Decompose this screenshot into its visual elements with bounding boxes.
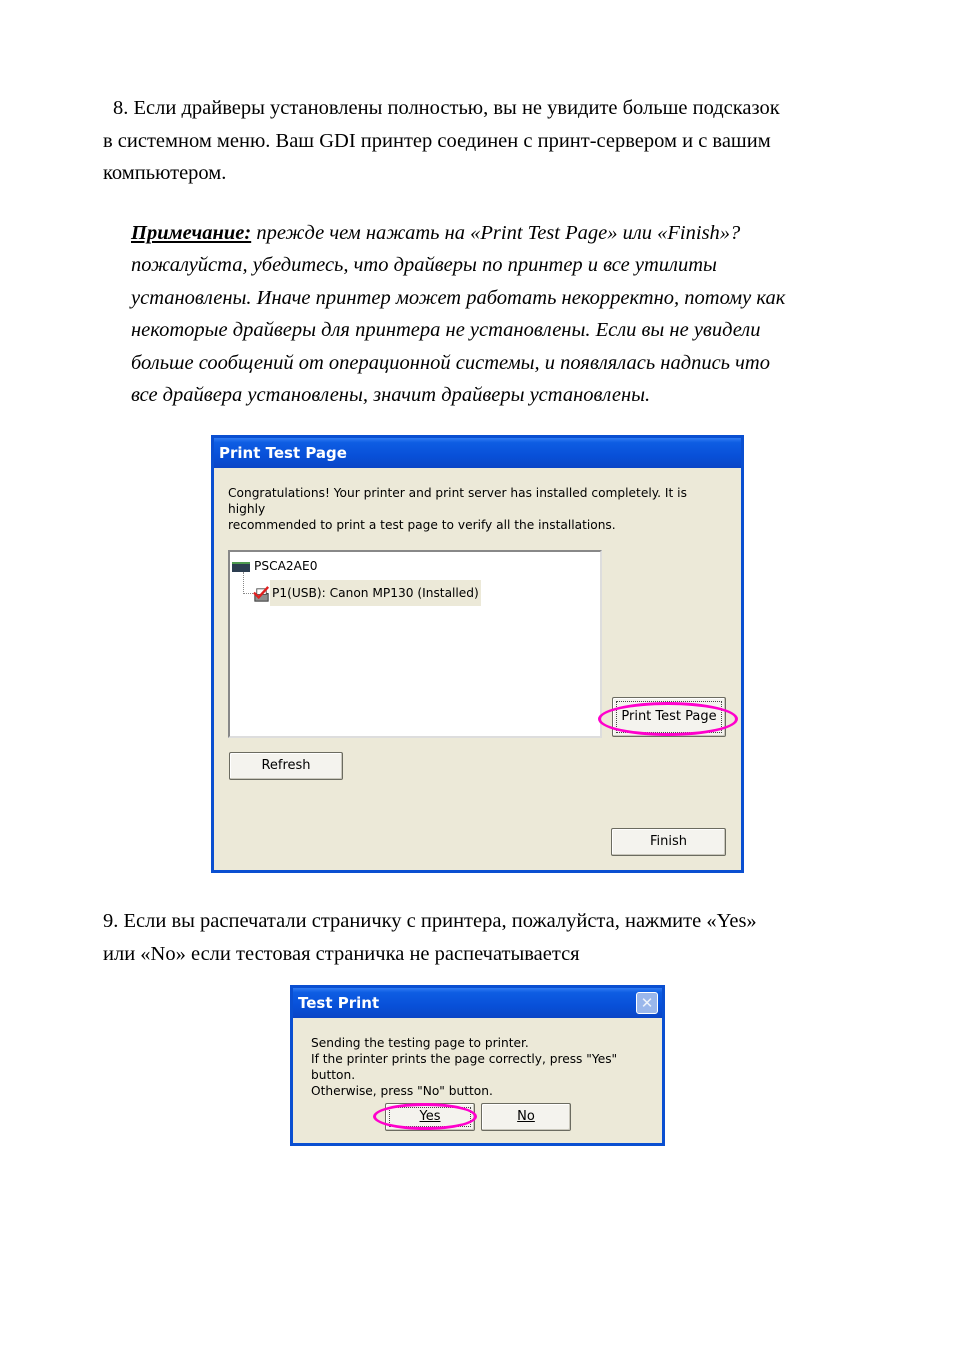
focus-rectangle [616,701,722,733]
dialog-message-line-1: Congratulations! Your printer and print server has installed completely. It is highly [228,486,687,516]
close-icon[interactable]: ✕ [636,992,658,1014]
step-9-paragraph [103,905,863,970]
dialog-title: Print Test Page [214,438,741,468]
finish-button[interactable]: Finish [611,828,726,856]
no-button-label: No [517,1109,535,1124]
tree-node-printer-label: P1(USB): Canon MP130 (Installed) [270,580,481,606]
step-8-line-2: в системном меню. Ваш GDI принтер соединен с принт-сервером и с вашим [103,129,771,152]
test-print-dialog [290,985,665,1146]
note-line-1: прежде чем нажать на «Print Test Page» или «Finish»? [251,222,741,244]
note-line-2: пожалуйста, убедитесь, что драйверы по принтер и все утилиты [131,254,717,277]
print-server-icon [232,562,250,572]
print-test-page-button-label: Print Test Page [621,709,717,724]
note-line-3: установлены. Иначе принтер может работать некорректно, потому как [131,286,786,309]
step-8-line-3: компьютером. [103,162,227,184]
step-9-line-2: или «No» если тестовая страничка не распечатывается [103,942,580,965]
dialog-message-line-2: recommended to print a test page to verify all the installations. [228,518,616,532]
step-8-paragraph [103,92,863,190]
dialog-message [228,485,698,533]
print-test-page-dialog [211,435,744,873]
step-8-line-1: 8. Если драйверы установлены полностью, вы не увидите больше подсказок [113,97,780,119]
dialog-message [311,1035,661,1099]
refresh-button[interactable]: Refresh [229,752,343,780]
print-test-page-button[interactable] [612,697,726,737]
note-line-5: больше сообщений от операционной системы, и появлялась надпись что [131,351,770,374]
tree-node-print-server-label: PSCA2AE0 [254,559,318,573]
step-9-line-1: 9. Если вы распечатали страничку с принтера, пожалуйста, нажмите «Yes» [103,910,757,932]
focus-rectangle [389,1107,471,1127]
yes-button[interactable] [385,1103,475,1131]
note-line-6: все драйвера установлены, значит драйверы установлены. [131,384,651,407]
note-paragraph [131,217,871,411]
no-button[interactable] [481,1103,571,1131]
note-line-4: некоторые драйверы для принтера не установлены. Если вы не увидели [131,319,761,342]
yes-button-label: Yes [419,1109,441,1124]
dialog-message-line-3: Otherwise, press "No" button. [311,1084,493,1098]
dialog-message-line-2: If the printer prints the page correctly, press "Yes" button. [311,1052,618,1082]
printer-tree-view[interactable] [228,550,602,738]
dialog-message-line-1: Sending the testing page to printer. [311,1036,529,1050]
dialog-title: Test Print [293,988,662,1018]
printer-icon [252,585,271,604]
note-label: Примечание: [131,222,252,244]
